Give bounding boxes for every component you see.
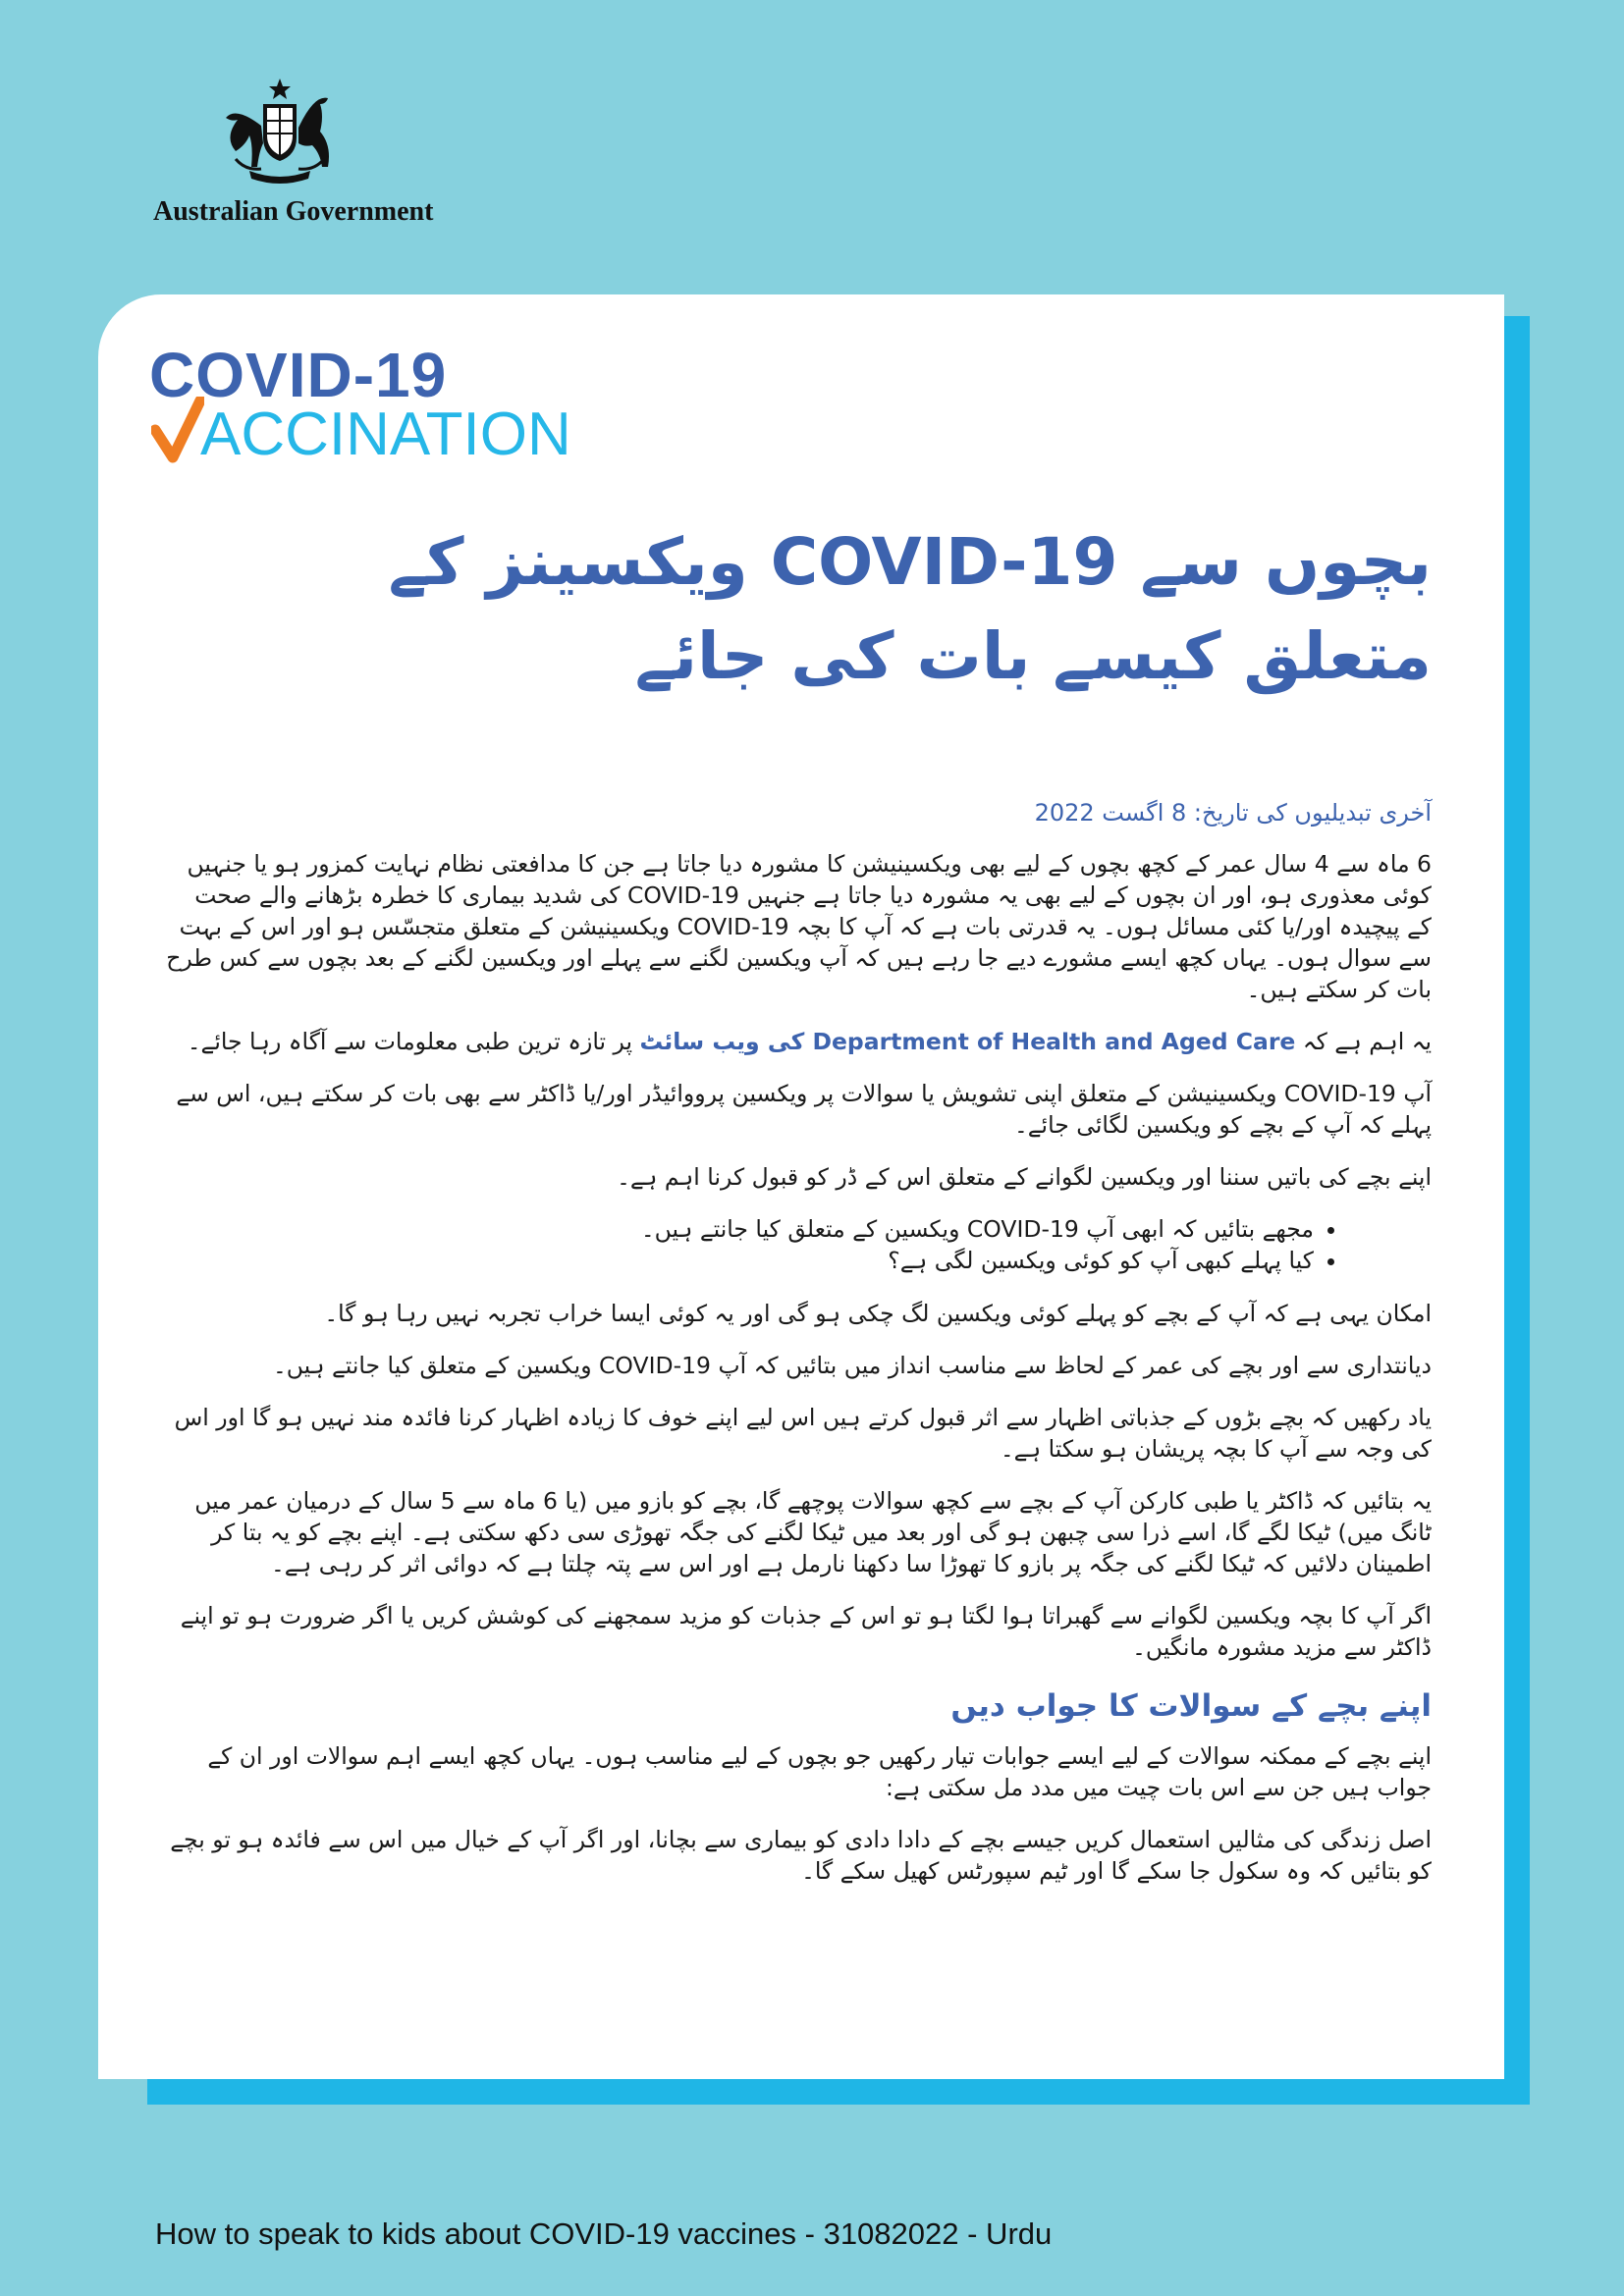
list-item: • کیا پہلے کبھی آپ کو کوئی ویکسین لگی ہے؟ — [165, 1245, 1314, 1276]
footer-text: How to speak to kids about COVID-19 vaccines - 31082022 - Urdu — [155, 2216, 1053, 2251]
paragraph-listen: اپنے بچے کی باتیں سننا اور ویکسین لگوانے کے متعلق اس کے ڈر کو قبول کرنا اہم ہے۔ — [617, 1163, 1432, 1191]
page-title — [204, 515, 1432, 704]
section-heading: اپنے بچے کے سوالات کا جواب دیں — [950, 1688, 1432, 1724]
covid-vaccination-logo — [149, 340, 601, 468]
government-name: Australian Government — [153, 196, 434, 227]
title-line1: بچوں سے COVID-19 ویکسینز کے — [388, 524, 1432, 600]
last-updated: آخری تبدیلیوں کی تاریخ: 8 اگست 2022 — [1034, 799, 1432, 827]
paragraph-answers: اپنے بچے کے ممکنہ سوالات کے لیے ایسے جوابات تیار رکھیں جو بچوں کے لیے مناسب ہوں۔ یہاں کچھ ایسے اہم سوالات اور ان کے جواب ہیں جن سے اس بات چیت میں مدد مل سکتی ہے: — [207, 1742, 1432, 1801]
paragraph-examples: اصل زندگی کی مثالیں استعمال کریں جیسے بچے کے دادا دادی کو بیماری سے بچانا، اور اگر آپ کے خیال میں اس سے فائدہ ہو تو بچے کو بتائیں کہ وہ سکول جا سکے گا اور ٹیم سپورٹس کھیل سکے گا۔ — [170, 1826, 1432, 1885]
coat-of-arms-icon — [206, 77, 353, 194]
document-body — [165, 797, 1432, 1907]
paragraph-emotions: یاد رکھیں کہ بچے بڑوں کے جذباتی اظہار سے اثر قبول کرتے ہیں اس لیے اپنے خوف کا زیادہ اظہار کرنا فائدہ مند نہیں ہو گا اور اس کی وجہ سے آپ کا بچہ پریشان ہو سکتا ہے۔ — [174, 1404, 1432, 1463]
paragraph-prior-vaccine: امکان یہی ہے کہ آپ کے بچے کو پہلے کوئی ویکسین لگ چکی ہو گی اور یہ کوئی ایسا خراب تجربہ نہیں رہا ہو گا۔ — [324, 1300, 1432, 1327]
title-line2: متعلق کیسے بات کی جائے — [634, 618, 1432, 694]
checkmark-icon — [151, 397, 204, 463]
logo-line1: COVID-19 — [149, 340, 448, 410]
list-item: • مجھے بتائیں کہ ابھی آپ COVID-19 ویکسین کے متعلق کیا جانتے ہیں۔ — [165, 1213, 1314, 1245]
paragraph-intro: 6 ماہ سے 4 سال عمر کے کچھ بچوں کے لیے بھی ویکسینیشن کا مشورہ دیا جاتا ہے جن کا مدافعتی نظام نہایت کمزور ہو یا جنہیں کوئی معذوری ہو، اور ان بچوں کے لیے بھی یہ مشورہ دیا جاتا ہے جنہیں COVID-19 کی شدید بیماری کا خطرہ بڑھانے والے صحت کے پیچیدہ اور/یا کئی مسائل ہوں۔ یہ قدرتی بات ہے کہ آپ کا بچہ COVID-19 ویکسینیشن کے متعلق متجسّس ہو اور اس کے بہت سے سوال ہوں۔ یہاں کچھ ایسے مشورے دیے جا رہے ہیں کہ آپ ویکسین لگنے سے پہلے اور ویکسین لگنے کے بعد بچوں سے کس طرح بات کر سکتے ہیں۔ — [166, 850, 1432, 1003]
logo-line2: ACCINATION — [200, 400, 571, 468]
paragraph-anxiety: اگر آپ کا بچہ ویکسین لگوانے سے گھبراتا ہوا لگتا ہو تو اس کے جذبات کو مزید سمجھنے کی کوشش کریں یا اگر ضرورت ہو تو اپنے ڈاکٹر سے مزید مشورہ مانگیں۔ — [180, 1602, 1432, 1661]
paragraph-procedure: یہ بتائیں کہ ڈاکٹر یا طبی کارکن آپ کے بچے سے کچھ سوالات پوچھے گا، بچے کو بازو میں (یا 6 ماہ سے 5 سال کے درمیان عمر میں ٹانگ میں) ٹیکا لگے گا، اسے ذرا سی چبھن ہو گی اور بعد میں ٹیکا لگنے کی جگہ تھوڑی سی دکھ سکتی ہے۔ اپنے بچے کو یہ بتا کر اطمینان دلائیں کہ ٹیکا لگنے کی جگہ پر بازو کا تھوڑا سا دکھنا نارمل ہے اور اس سے پتہ چلتا ہے کہ دوائی اثر کر رہی ہے۔ — [194, 1487, 1432, 1577]
paragraph-health-website — [165, 1026, 1432, 1057]
paragraph-text: یہ اہم ہے کہ — [1295, 1028, 1432, 1055]
paragraph-provider: آپ COVID-19 ویکسینیشن کے متعلق اپنی تشویش یا سوالات پر ویکسین پرووائیڈر اور/یا ڈاکٹر سے بھی بات کر سکتے ہیں، اس سے پہلے کہ آپ کے بچے کو ویکسین لگائی جائے۔ — [176, 1080, 1432, 1139]
question-list — [165, 1213, 1363, 1276]
paragraph-text: پر تازہ ترین طبی معلومات سے آگاہ رہا جائے۔ — [187, 1028, 640, 1055]
health-website-link[interactable]: Department of Health and Aged Care کی ویب سائٹ — [639, 1028, 1296, 1055]
paragraph-honesty: دیانتداری سے اور بچے کی عمر کے لحاظ سے مناسب انداز میں بتائیں کہ آپ COVID-19 ویکسین کے متعلق کیا جانتے ہیں۔ — [272, 1352, 1432, 1379]
